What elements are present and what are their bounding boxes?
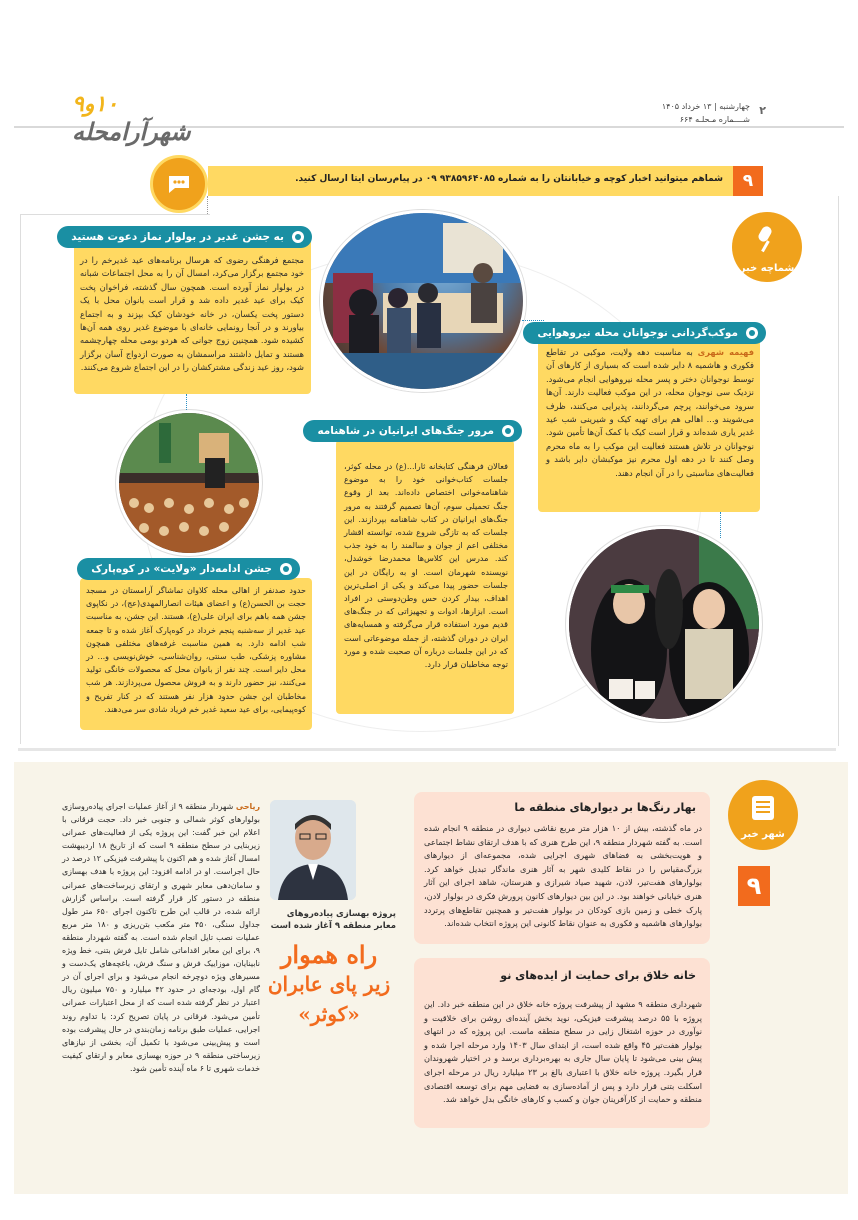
- moukeb-title: [523, 322, 766, 344]
- issue-number: شــــماره مـحلـه ۶۶۴: [679, 115, 750, 124]
- banner-text: شماهم میتوانید اخبار کوچه و خیابانتان را به شماره ۹۳۸۵۹۶۴۰۸۵ ۰۹ در پیام‌رسان ایتا ارسال کنید.: [295, 174, 723, 184]
- walls-title: بهار رنگ‌ها بر دیوارهای منطقه ما: [514, 801, 696, 814]
- kowsar-headline-1: راه هموار: [280, 940, 378, 969]
- masthead-logo: [72, 88, 222, 146]
- moukeb-body: [546, 346, 754, 480]
- section-number: ۹: [738, 866, 770, 906]
- frame-line: [207, 196, 209, 214]
- kowsar-headline-2: زیر پای عابران: [267, 972, 391, 996]
- meeting-photo: [320, 210, 526, 392]
- walls-body: در ماه گذشته، بیش از ۱۰ هزار متر مربع نقاشی دیواری در منطقه ۹ انجام شده است. به گفته شهردار منطقه ۹، این طرح هنری که با هدف ارتقای نشاط اجتماعی و هویت‌بخشی به فضاهای شهری اجرایی شده، مجموعه‌ای از دیوارهای بزرگ‌مقیاس را در نقاط کلیدی شهر به آثار هنری ماندگار تبدیل خواهد کرد. بولوارهای هفت‌تیر، لادن، شهید صیاد شیرازی و هنرستان، شاهد اجرای این آثار هنری خیابانی خواهند بود. در این بین دیوارهای کانون پرورش فکری در بولوار لادن، پارک خطی و زمین بازی کودکان در بولوار هفت‌تیر و همچنین تقاطع‌های پرتردد بولوارهای هاشمیه و فکوری به عنوان نقاط کانونی این پروژه انتخاب شده‌اند.: [424, 823, 702, 929]
- moukeb-text: به مناسبت دهه ولایت، موکبی در تقاطع فکوری و هاشمیه ۸ دایر شده است که بسیاری از کارهای آن توسط نوجوانان دختر و پسر محله نیروهوایی انجام می‌شود. نزدیک سی نوجوان محله، در این موکب فعالیت دارند. آن‌ها سرود می‌خوانند، پرچم می‌گردانند، پذیرایی می‌کنند، ظرف می‌شویند و... اهالی هم برای تهیه کیک و شیرینی شب عید غدیر یاری شده‌اند و قرار است کیک با کمک آن‌ها تأمین شود. نوجوانان در تلاش هستند فعالیت این موکب را به ماه محرم وصل کنند تا در دهه اول محرم نیز موکبشان دایر باشد و فعالیت‌های مناسبتی را در آن انجام دهند.: [546, 347, 755, 478]
- shahnameh-title: [303, 420, 522, 442]
- creative-home-title: خانه خلاق برای حمایت از ایده‌های نو: [500, 969, 696, 982]
- bullet-icon: [502, 425, 514, 437]
- badge-label: شماچه خبر: [739, 263, 795, 274]
- connector: [720, 512, 722, 538]
- ghadir-body: مجتمع فرهنگی رضوی که هرسال برنامه‌های عید غدیرخم را در خود مجتمع برگزار می‌کرد، امسال آن را به محل اجتماعات شبانه در بولوار نماز آورده است. همچون سال گذشته، فراخوان پخت کیک برای عید غدیر داده شد و قرار است بانوان محل با یک دستور پخت یکسان، در خانه خودشان کیک بپزند و به اجتماع بیاورند و در آنجا رونمایی خانه‌ای با موضوع غدیر روی همه آن‌ها کشیده شود. همچنین زوج جوانی که هردو بومی محله چهارچشمه هستند و تمایل داشتند مراسمشان به صورت ازدواج آسان برگزار شود، روز عید زندگی مشترکشان را در این اجتماع شروع می‌کنند.: [80, 255, 304, 373]
- official-portrait: [270, 800, 356, 900]
- kowsar-body: [62, 800, 260, 1075]
- message-icon: [150, 155, 208, 213]
- bullet-icon: [292, 231, 304, 243]
- issue-date: چهارشنبه | ۱۳ خرداد ۱۴۰۵: [661, 102, 750, 111]
- kowsar-headline-3: «کوثر»: [298, 1002, 360, 1026]
- logo-number: ۱۰و۹: [72, 91, 119, 117]
- kowsar-text: شهردار منطقه ۹ از آغاز عملیات اجرای پیاده‌روسازی بولوارهای کوثر شمالی و جنوبی خبر داد. حجت فرقانی با اعلام این خبر گفت: این پروژه یکی از فعالیت‌های عمرانی زیربنایی در سطح منطقه ۹ است که از تاریخ ۱۸ اردیبهشت امسال آغاز شده و هم اکنون با پیشرفت فیزیکی ۱۲ درصد در حال اجراست. او در ادامه افزود: این پروژه با هدف بهسازی و سامان‌دهی معابر شهری و ارتقای زیرساخت‌های عمرانی منطقه در دستور کار قرار گرفته است. براساس گزارش ارائه شده، در قالب این طرح تاکنون اجرای ۶۵۰ متر طول جداول سنگی، ۴۵۰ متر مکعب بتن‌ریزی و ۱۸۰ متر مربع عملیات نصب تایل انجام شده است. به گفته شهردار منطقه ۹، برای این معابر اقداماتی شامل تایل فرش بتنی، خط ویژه نابینایان، موزاییک فرش و سنگ فرش، باغچه‌های یک‌دست و مسیرهای ویژه دوچرخه انجام می‌شود و برای اجرای آن در گام اول، بودجه‌ای در حدود ۴۲ میلیارد و ۷۵۰ میلیون ریال اعتبار در نظر گرفته شده است که از محل اعتبارات عمرانی تأمین می‌شود. فرقانی در پایان تصریح کرد: با تداوم روند اجرایی، عملیات طبق برنامه زمان‌بندی در حال پیشرفت بوده است و پیش‌بینی می‌شود با تکمیل آن، بخشی از نیازهای زیرساختی منطقه ۹ در حوزه بهسازی معابر و ارتقای کیفیت خدمات شهری تا ۶ ماه آینده تأمین شود.: [62, 802, 260, 1073]
- shahnameh-title-text: مرور جنگ‌های ایرانیان در شاهنامه: [317, 425, 494, 437]
- section-divider: [18, 748, 836, 751]
- ghadir-title-text: به جشن غدیر در بولوار نماز دعوت هستید: [71, 231, 284, 243]
- ghadir-title: [57, 226, 312, 248]
- creative-home-card: [414, 958, 710, 1128]
- velayat-body: حدود صدنفر از اهالی محله کلاوان تماشاگر آرامستان در مسجد حجت بن الحسن(ع) و اعضای هیئات انصارالمهدی(عج)، در نکاپوی جشن همه باهم برای ایران علی(ع)، هستند. این جشن، به مناسبت عید غدیر از سه‌شنبه پنجم خرداد در کوه‌پارک آغاز شده و تا جمعه شب ادامه دارد. به همین مناسبت غرفه‌های مختلفی همچون مشاوره پزشکی، طب سنتی، روان‌شناسی، خوش‌نویسی و... در محل دایر است. چند نفر از بانوان محل که محصولات خانگی تولید می‌کنند، نیز حضور دارند و به فروش محصول می‌پردازند. هر شب مخاطبان این جشن حدود هزار نفر هستند که در کنار تفریح و کوه‌پیمایی، برای عید سعید غدیر خم فریاد شادی سر می‌دهند.: [86, 586, 306, 714]
- section-badge-shahr: [728, 780, 798, 850]
- frame-line: [838, 196, 840, 746]
- frame-line: [20, 214, 210, 216]
- moukeb-lead: فهیمه شهری: [697, 347, 754, 357]
- badge-label: شهر خبر: [741, 829, 785, 840]
- connector: [522, 320, 544, 322]
- bullet-icon: [280, 563, 292, 575]
- frame-line: [20, 214, 22, 744]
- girls-photo: [566, 526, 762, 722]
- moukeb-title-text: موکب‌گردانی نوجوانان محله نیروهوایی: [537, 327, 738, 339]
- page-number: ۲: [759, 104, 766, 117]
- shahnameh-body: فعالان فرهنگی کتابخانه ثارا...(ع) در محله کوثر، جلسات کتاب‌خوانی خود را به موضوع شاهنامه‌خوانی اختصاص داده‌اند. بعد از وقوع جنگ تحمیلی سوم، آن‌ها تصمیم گرفتند به مرور جنگ‌های ایرانیان در کتاب شاهنامه بپردازند. این جلسات که به تازگی شروع شده، توانسته اقشار مختلفی اعم از جوان و سالمند را به خود جذب کند. مدرس این کلاس‌ها محمدرضا خوشدل، نویسنده شهرمان است. او به رایگان در این جلسات حضور پیدا می‌کند و یکی از اصلی‌ترین اهداف، بیدار کردن حس وطن‌دوستی در افراد است. ابزارها، ادوات و تجهیزاتی که در جنگ‌های قدیم مورد استفاده قرار می‌گرفته و همسایه‌های ایران در دوران گذشته، از جمله موضوعاتی است که در این جلسات درباره آن صحبت شده و مورد توجه مخاطبان قرار دارد.: [344, 461, 508, 670]
- logo-text: شهرآرامحله: [72, 117, 191, 146]
- kowsar-kicker: پروژه بهسازی پیاده‌روهای معابر منطقه ۹ آغاز شده است: [270, 909, 396, 931]
- kowsar-lead: ریاحی: [235, 802, 260, 811]
- newspaper-icon: [750, 794, 776, 822]
- walls-card: [414, 792, 710, 944]
- submit-news-banner: [208, 166, 763, 196]
- velayat-title-text: جشن ادامه‌دار «ولایت» در کوه‌پارک: [91, 563, 272, 575]
- bullet-icon: [746, 327, 758, 339]
- microphone-icon: [754, 224, 780, 254]
- section-badge-shoma: [732, 212, 802, 282]
- connector: [186, 394, 188, 410]
- celebration-photo: [116, 410, 262, 556]
- banner-number: ۹: [733, 166, 763, 196]
- velayat-title: [77, 558, 300, 580]
- issue-info: [662, 100, 750, 126]
- creative-home-body: شهرداری منطقه ۹ مشهد از پیشرفت پروژه خانه خلاق در این منطقه خبر داد. این پروژه با ۵۵ درصد پیشرفت فیزیکی، نوید بخش آینده‌ای روشن برای خلاقیت و نوآوری در حوزه اشتغال زایی در سطح منطقه ماست. این پروژه که در انتهای بولوار هفت‌تیر ۴۵ واقع شده است، از ابتدای سال ۱۴۰۳ وارد مرحله اجرا شده و پیش بینی می‌شود تا پایان سال جاری به بهره‌برداری برسد و در اختیار شهروندان قرار بگیرد. پروژه خانه خلاق با اعتباری بالغ بر ۲۳ میلیارد ریال در مرحله اجرای اسکلت بتنی قرار دارد و پس از آماده‌سازی به فضایی مهم برای توسعه اقتصادی منطقه و حمایت از کارآفرینان جوان و کسب و کارهای خانگی بدل خواهد شد.: [424, 999, 702, 1105]
